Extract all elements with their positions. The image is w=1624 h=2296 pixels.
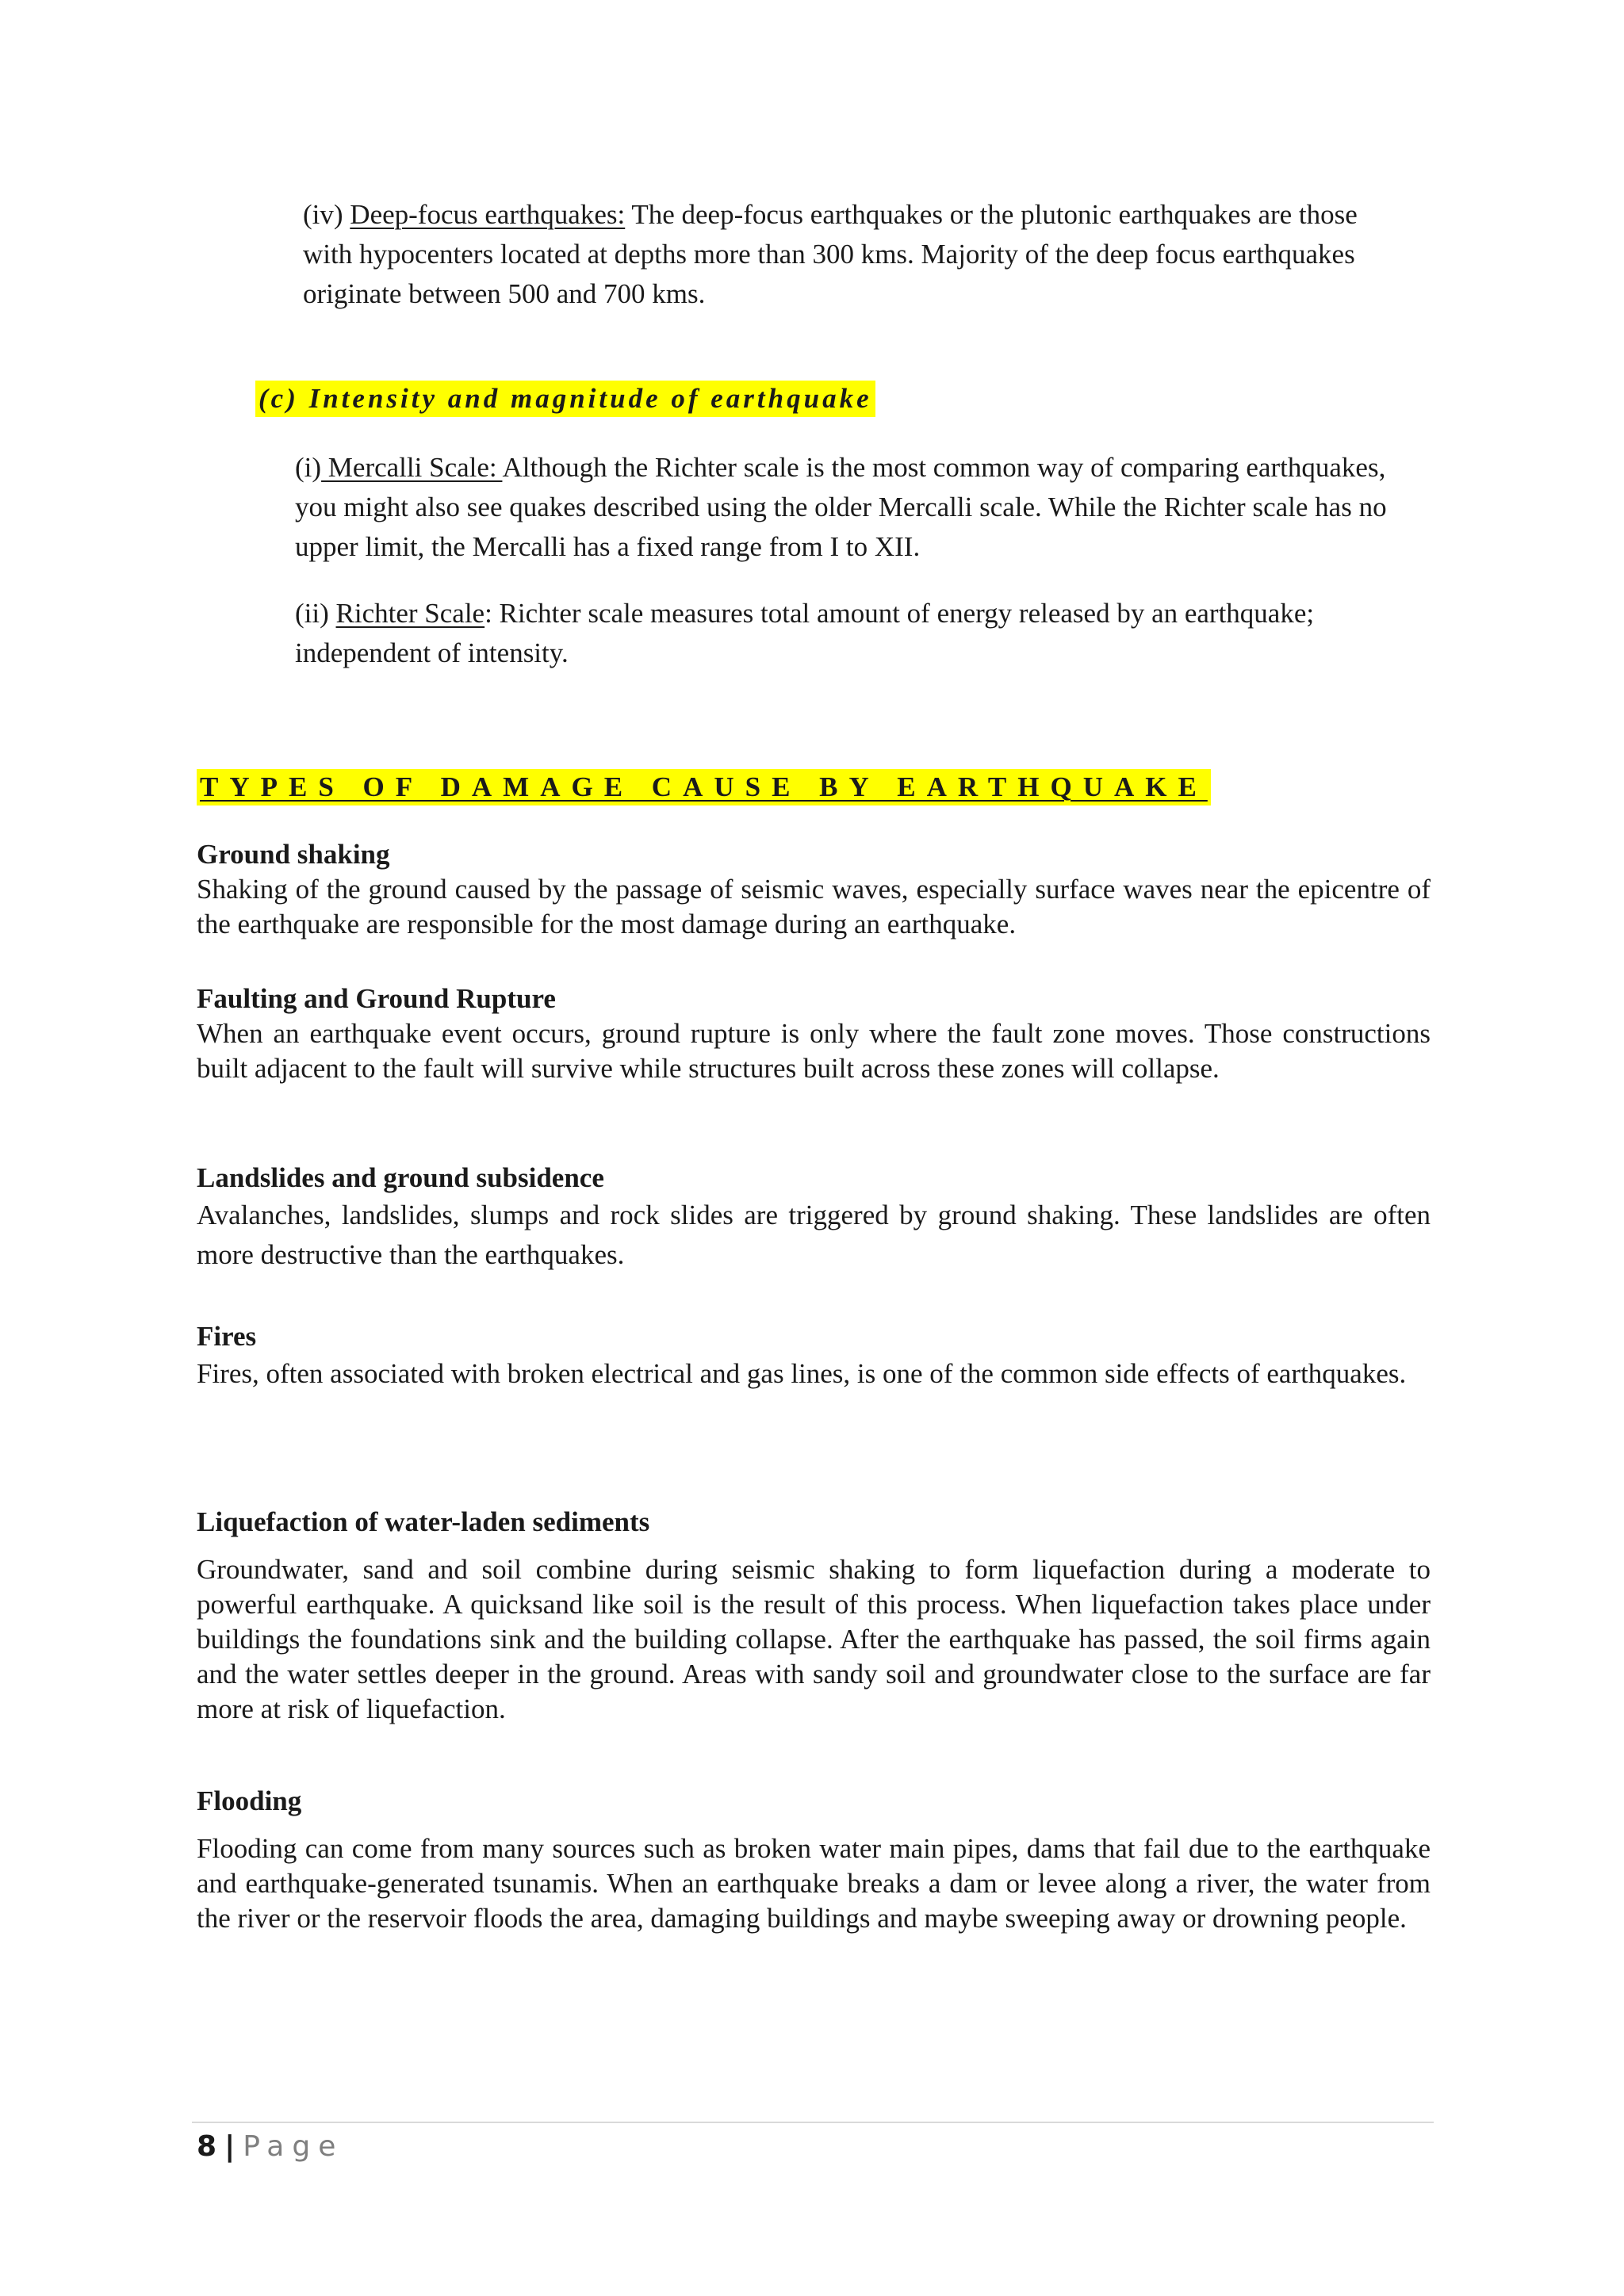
section-title: Faulting and Ground Rupture: [197, 983, 556, 1014]
section-body: Fires, often associated with broken electrical and gas lines, is one of the common side effects of earthquakes.: [197, 1358, 1407, 1389]
page-label: Page: [243, 2130, 344, 2163]
section-faulting: [197, 982, 1431, 1086]
page-number: 8: [197, 2130, 217, 2163]
section-title: Fires: [197, 1321, 257, 1352]
richter-term: Richter Scale: [335, 598, 485, 629]
section-liquefaction: [197, 1505, 1431, 1727]
section-title: Flooding: [197, 1785, 302, 1816]
page-footer: [197, 2128, 343, 2166]
richter-paragraph: [295, 594, 1421, 673]
damage-heading: TYPES OF DAMAGE CAUSE BY EARTHQUAKE: [197, 769, 1211, 806]
intensity-heading: (c) Intensity and magnitude of earthquake: [255, 381, 875, 417]
section-title: Liquefaction of water-laden sediments: [197, 1506, 650, 1537]
section-landslides: [197, 1161, 1431, 1275]
deep-focus-term: Deep-focus earthquakes:: [350, 199, 626, 230]
section-ground-shaking: [197, 837, 1431, 942]
section-body: Shaking of the ground caused by the passage of seismic waves, especially surface waves near the epicentre of the earthquake are responsible for the most damage during an earthquake.: [197, 874, 1431, 939]
section-flooding: [197, 1784, 1431, 1936]
footer-separator: |: [224, 2130, 236, 2163]
section-title: Ground shaking: [197, 839, 390, 870]
section-body: Groundwater, sand and soil combine during seismic shaking to form liquefaction during a moderate to powerful earthquake. A quicksand like soil is the result of this process. When liquefaction takes place under buildings the foundations sink and the building collapse. After the earthquake has passed, the soil firms again and the water settles deeper in the ground. Areas with sandy soil and groundwater close to the surface are far more at risk of liquefaction.: [197, 1554, 1431, 1724]
section-title: Landslides and ground subsidence: [197, 1162, 604, 1193]
section-body: Avalanches, landslides, slumps and rock slides are triggered by ground shaking. These landslides are often more destructive than the earthquakes.: [197, 1200, 1431, 1270]
section-body: Flooding can come from many sources such as broken water main pipes, dams that fail due to the earthquake and earthquake-generated tsunamis. When an earthquake breaks a dam or levee along a river, the water from the river or the reservoir floods the area, damaging buildings and maybe sweeping away or drowning people.: [197, 1833, 1431, 1934]
richter-prefix: (ii): [295, 598, 336, 629]
footer-divider: [192, 2122, 1434, 2123]
mercalli-paragraph: [295, 448, 1405, 567]
section-fires: [197, 1319, 1431, 1394]
deep-focus-prefix: (iv): [303, 199, 350, 230]
section-body: When an earthquake event occurs, ground rupture is only where the fault zone moves. Those constructions built adjacent to the fault will survive while structures built across these zones will collapse.: [197, 1018, 1431, 1084]
deep-focus-paragraph: [303, 195, 1413, 314]
mercalli-text: Although the Richter scale is the most common way of comparing earthquakes, you might also see quakes described using the older Mercalli scale. While the Richter scale has no upper limit, the Mercalli has a fixed range from I to XII.: [295, 452, 1387, 562]
richter-text: : Richter scale measures total amount of energy released by an earthquake; independent of intensity.: [295, 598, 1315, 668]
deep-focus-text: The deep-focus earthquakes or the plutonic earthquakes are those with hypocenters located at depths more than 300 kms. Majority of the deep focus earthquakes originate between 500 and 700 kms.: [303, 199, 1358, 309]
mercalli-term: Mercalli Scale:: [321, 452, 503, 483]
mercalli-prefix: (i): [295, 452, 322, 483]
